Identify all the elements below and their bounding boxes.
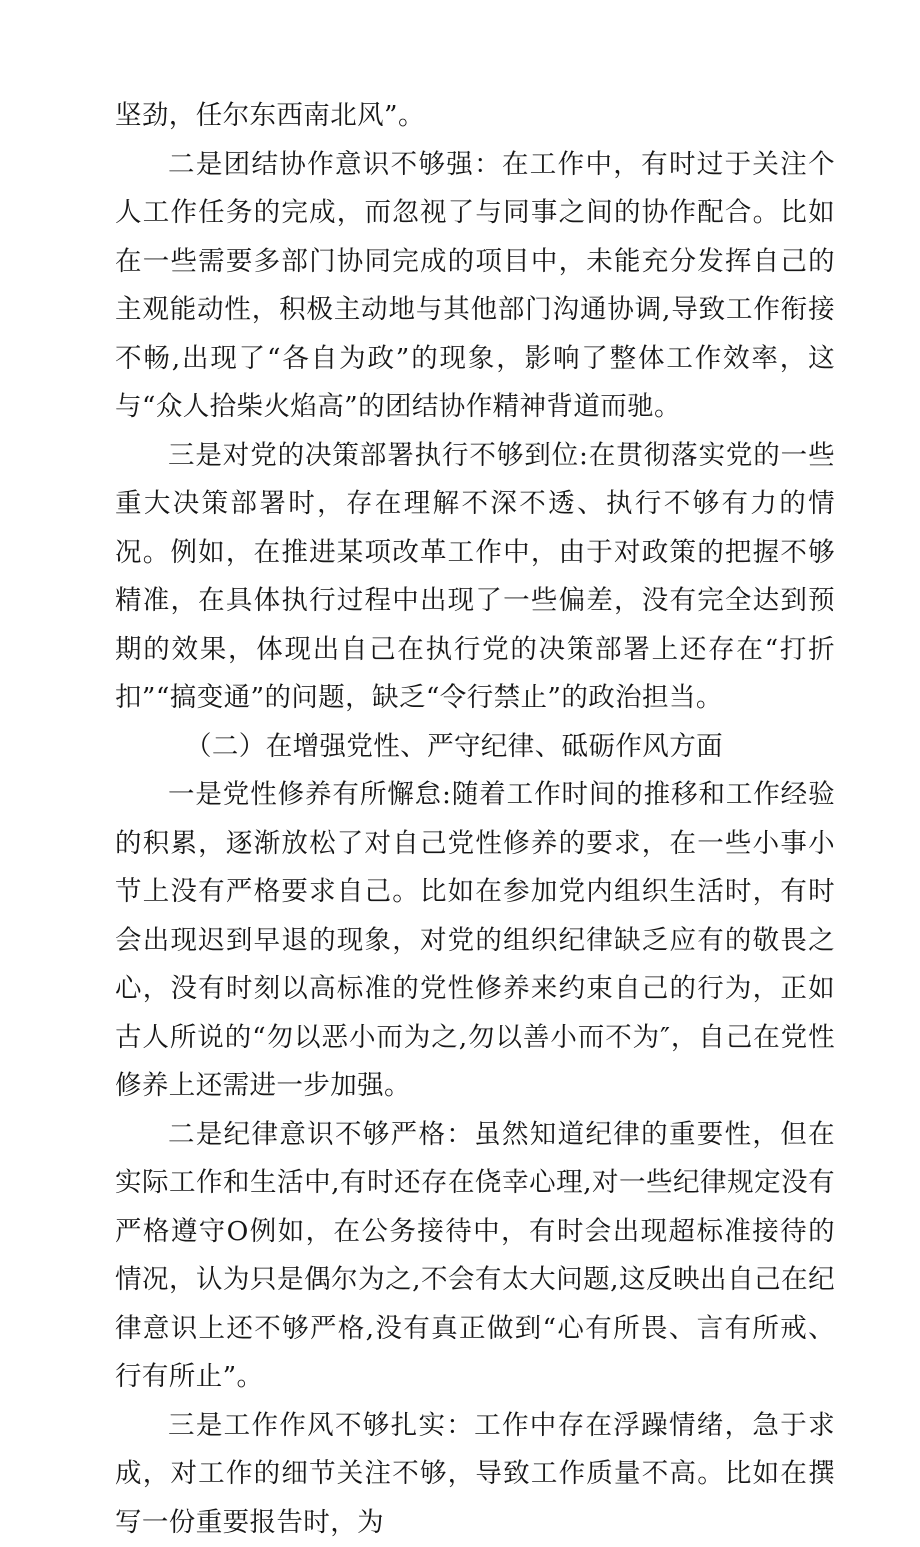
paragraph-continuation: 坚劲，任尔东西南北风”。 bbox=[115, 92, 835, 141]
paragraph-decision-execution: 三是对党的决策部署执行不够到位:在贯彻落实党的一些重大决策部署时，存在理解不深不透、执行不够有力的情况。例如，在推进某项改革工作中，由于对政策的把握不够精准，在具体执行过程中出现了一些偏差，没有完全达到预期的效果，体现出自己在执行党的决策部署上还存在“打折扣”“搞变通”的问题，缺乏“令行禁止”的政治担当。 bbox=[115, 432, 835, 723]
paragraph-discipline-awareness: 二是纪律意识不够严格：虽然知道纪律的重要性，但在实际工作和生活中,有时还存在侥幸心理,对一些纪律规定没有严格遵守O例如，在公务接待中，有时会出现超标准接待的情况，认为只是偶尔为之,不会有太大问题,这反映出自己在纪律意识上还不够严格,没有真正做到“心有所畏、言有所戒、行有所止”。 bbox=[115, 1111, 835, 1402]
paragraph-work-style: 三是工作作风不够扎实：工作中存在浮躁情绪，急于求成，对工作的细节关注不够，导致工作质量不高。比如在撰写一份重要报告时，为 bbox=[115, 1402, 835, 1547]
section-heading: （二）在增强党性、严守纪律、砥砺作风方面 bbox=[115, 723, 835, 772]
document-body bbox=[115, 92, 835, 1547]
paragraph-party-cultivation: 一是党性修养有所懈怠:随着工作时间的推移和工作经验的积累，逐渐放松了对自己党性修养的要求，在一些小事小节上没有严格要求自己。比如在参加党内组织生活时，有时会出现迟到早退的现象，对党的组织纪律缺乏应有的敬畏之心，没有时刻以高标准的党性修养来约束自己的行为，正如古人所说的“勿以恶小而为之,勿以善小而不为″，自己在党性修养上还需进一步加强。 bbox=[115, 771, 835, 1111]
paragraph-unity-cooperation: 二是团结协作意识不够强：在工作中，有时过于关注个人工作任务的完成，而忽视了与同事之间的协作配合。比如在一些需要多部门协同完成的项目中，未能充分发挥自己的主观能动性，积极主动地与其他部门沟通协调,导致工作衔接不畅,出现了“各自为政”的现象，影响了整体工作效率，这与“众人拾柴火焰高”的团结协作精神背道而驰。 bbox=[115, 141, 835, 432]
